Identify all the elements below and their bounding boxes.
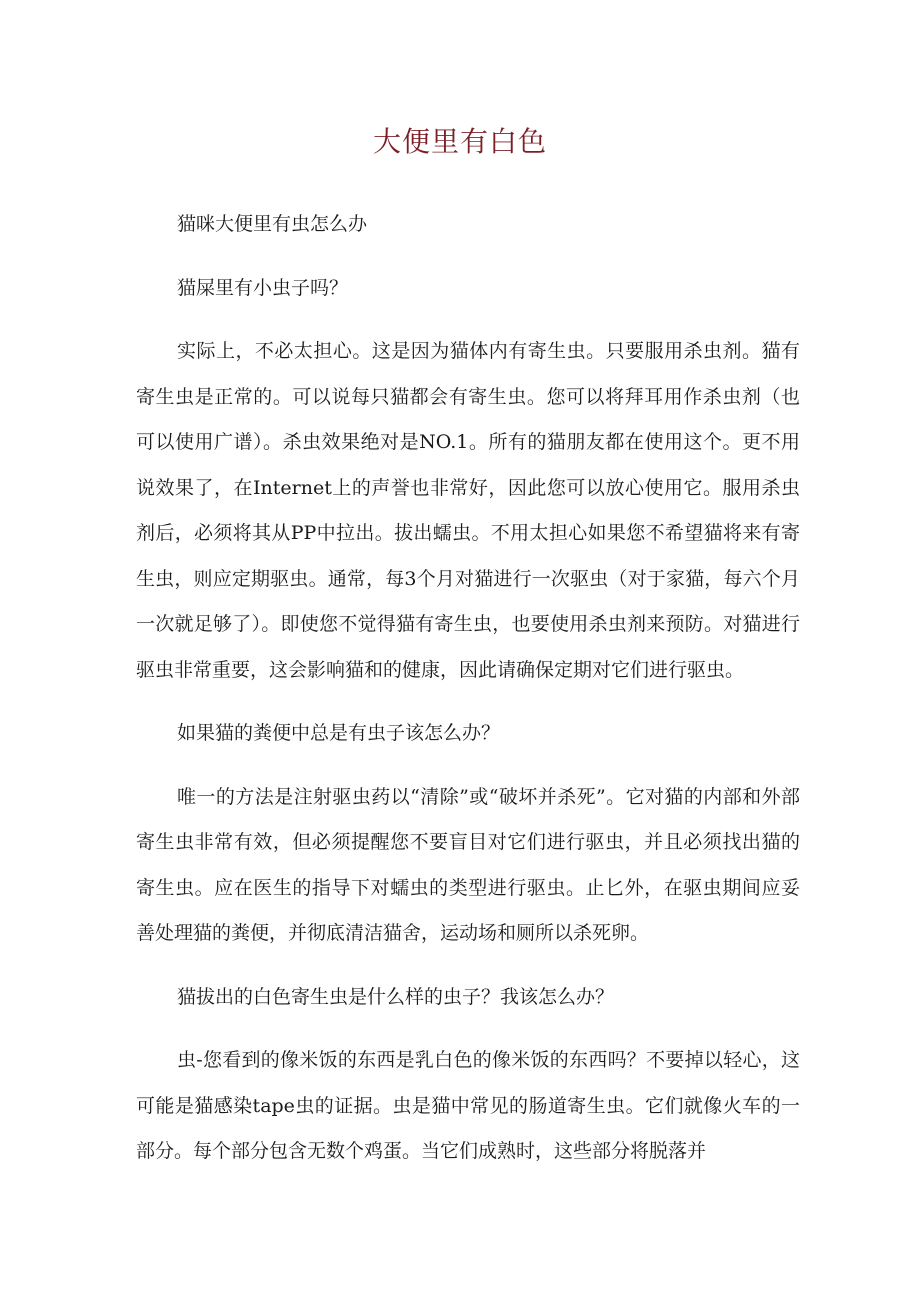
paragraph-question-2: 如果猫的粪便中总是有虫子该怎么办？: [177, 722, 501, 744]
document-body: [136, 202, 800, 1175]
paragraph-answer-3: 虫-您看到的像米饭的东西是乳白色的像米饭的东西吗？不要掉以轻心，这可能是猫感染tape虫的证据。虫是猫中常见的肠道寄生虫。它们就像火车的一部分。每个部分包含无数个鸡蛋。当它们成熟时，这些部分将脱落并: [136, 1049, 800, 1162]
paragraph-heading-1: 猫咪大便里有虫怎么办: [177, 213, 368, 235]
paragraph-answer-2: 唯一的方法是注射驱虫药以“清除”或“破坏并杀死”。它对猫的内部和外部寄生虫非常有效，但必须提醒您不要盲目对它们进行驱虫，并且必须找出猫的寄生虫。应在医生的指导下对蠕虫的类型进行驱虫。止匕外，在驱虫期间应妥善处理猫的粪便，并彻底清洁猫舍，运动场和厕所以杀死卵。: [136, 785, 800, 944]
paragraph-question-3: 猫拔出的白色寄生虫是什么样的虫子？我该怎么办？: [177, 985, 615, 1008]
paragraph-answer-1: 实际上，不必太担心。这是因为猫体内有寄生虫。只要服用杀虫剂。猫有寄生虫是正常的。可以说每只猫都会有寄生虫。您可以将拜耳用作杀虫剂（也可以使用广谱）。杀虫效果绝对是NO.1。所有的猫朋友都在使用这个。更不用说效果了，在Internet上的声誉也非常好，因此您可以放心使用它。服用杀虫剂后，必须将其从PP中拉出。拔出蠕虫。不用太担心如果您不希望猫将来有寄生虫，则应定期驱虫。通常，每3个月对猫进行一次驱虫（对于家猫，每六个月一次就足够了）。即使您不觉得猫有寄生虫，也要使用杀虫剂来预防。对猫进行驱虫非常重要，这会影响猫和的健康，因此请确保定期对它们进行驱虫。: [136, 340, 800, 681]
paragraph-question-1: 猫屎里有小虫子吗？: [177, 276, 349, 299]
document-title: 大便里有白色: [372, 125, 547, 158]
